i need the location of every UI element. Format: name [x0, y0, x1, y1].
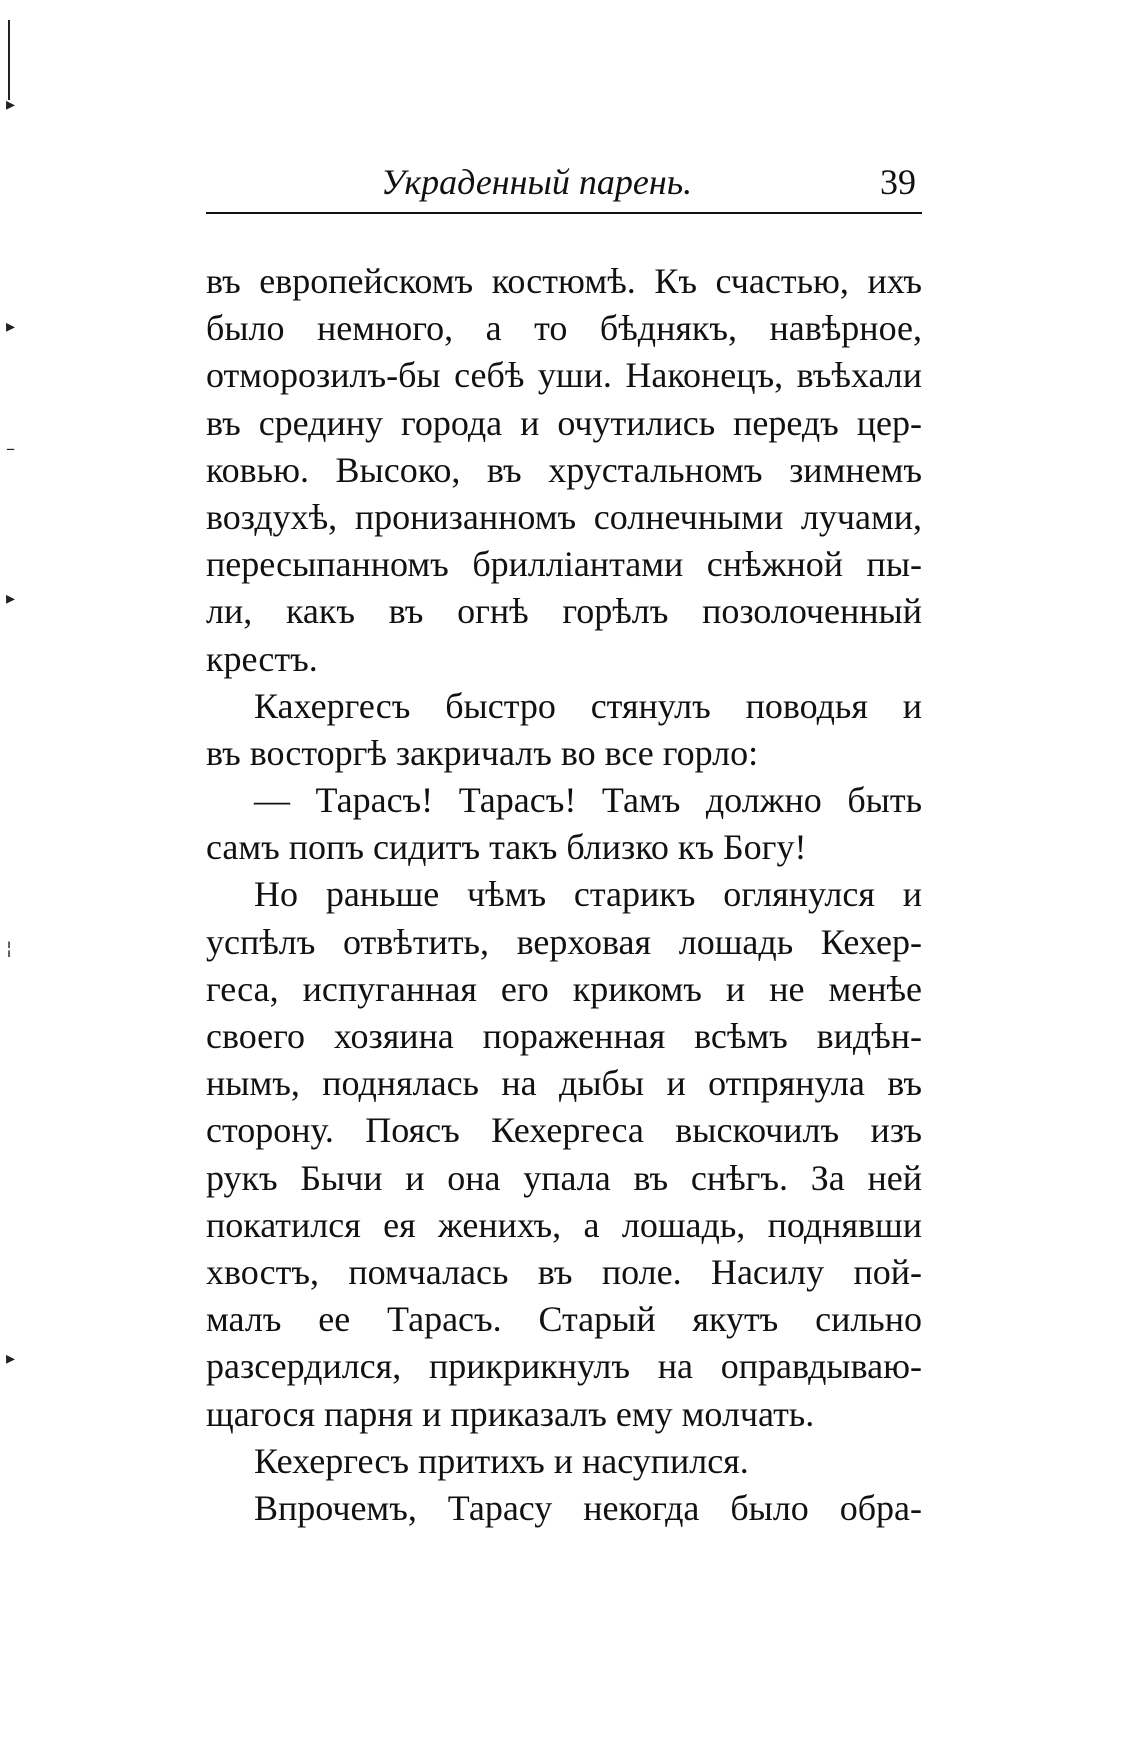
text-line: ли, какъ въ огнѣ горѣлъ позолоченный: [206, 591, 922, 632]
text-line: въ европейскомъ костюмѣ. Къ счастью, ихъ: [206, 261, 922, 301]
text-line: Кахергесъ быстро стянулъ поводья и: [254, 685, 922, 726]
text-line: разсердился, прикрикнулъ на оправдываю-: [206, 1346, 922, 1387]
text-line: малъ ее Тарасъ. Старый якутъ сильно: [206, 1299, 922, 1340]
scan-edge-line: [8, 20, 10, 100]
text-line: успѣлъ отвѣтить, верховая лошадь Кехер-: [206, 921, 922, 962]
text-line: своего хозяина пораженная всѣмъ видѣн-: [206, 1016, 922, 1056]
margin-mark: ▸: [6, 1348, 16, 1369]
text-line: отморозилъ-бы себѣ уши. Наконецъ, въѣхали: [206, 355, 922, 396]
text-line: Но раньше чѣмъ старикъ оглянулся и: [254, 874, 922, 915]
text-line: самъ попъ сидитъ такъ близко къ Богу!: [206, 827, 807, 868]
text-line: щагося парня и приказалъ ему молчать.: [206, 1393, 815, 1434]
body-text: [206, 258, 922, 1532]
margin-mark: ▸: [6, 588, 16, 609]
text-line: ковью. Высоко, въ хрустальномъ зимнемъ: [206, 449, 922, 490]
margin-mark: ▸: [6, 316, 16, 337]
text-line: геса, испуганная его крикомъ и не менѣе: [206, 968, 922, 1009]
text-line: Впрочемъ, Тарасу некогда было обра-: [254, 1487, 922, 1528]
text-line: крестъ.: [206, 638, 318, 679]
text-line: въ восторгѣ закричалъ во все горло:: [206, 732, 759, 773]
margin-mark: ¦: [6, 938, 13, 959]
text-line: сторону. Поясъ Кехергеса выскочилъ изъ: [206, 1110, 922, 1151]
text-line: — Тарасъ! Тарасъ! Тамъ должно быть: [254, 780, 922, 821]
text-line: Кехергесъ притихъ и насупился.: [254, 1440, 749, 1481]
text-line: хвостъ, помчалась въ поле. Насилу пой-: [206, 1251, 922, 1292]
margin-mark: ▸: [6, 94, 16, 115]
text-line: нымъ, поднялась на дыбы и отпрянула въ: [206, 1063, 922, 1104]
text-line: покатился ея женихъ, а лошадь, поднявши: [206, 1204, 922, 1245]
text-line: въ средину города и очутились передъ цер-: [206, 402, 922, 443]
page-number: 39: [880, 162, 916, 202]
text-line: рукъ Бычи и она упала въ снѣгъ. За ней: [206, 1157, 922, 1198]
running-title: Украденный парень.: [381, 162, 693, 202]
text-line: пересыпанномъ бриллiантами снѣжной пы-: [206, 544, 922, 585]
margin-mark: –: [6, 438, 15, 459]
text-line: было немного, а то бѣднякъ, навѣрное,: [206, 308, 922, 349]
header-rule: [206, 212, 922, 214]
text-line: воздухѣ, пронизанномъ солнечными лучами,: [206, 496, 922, 537]
page-header: [206, 160, 922, 214]
